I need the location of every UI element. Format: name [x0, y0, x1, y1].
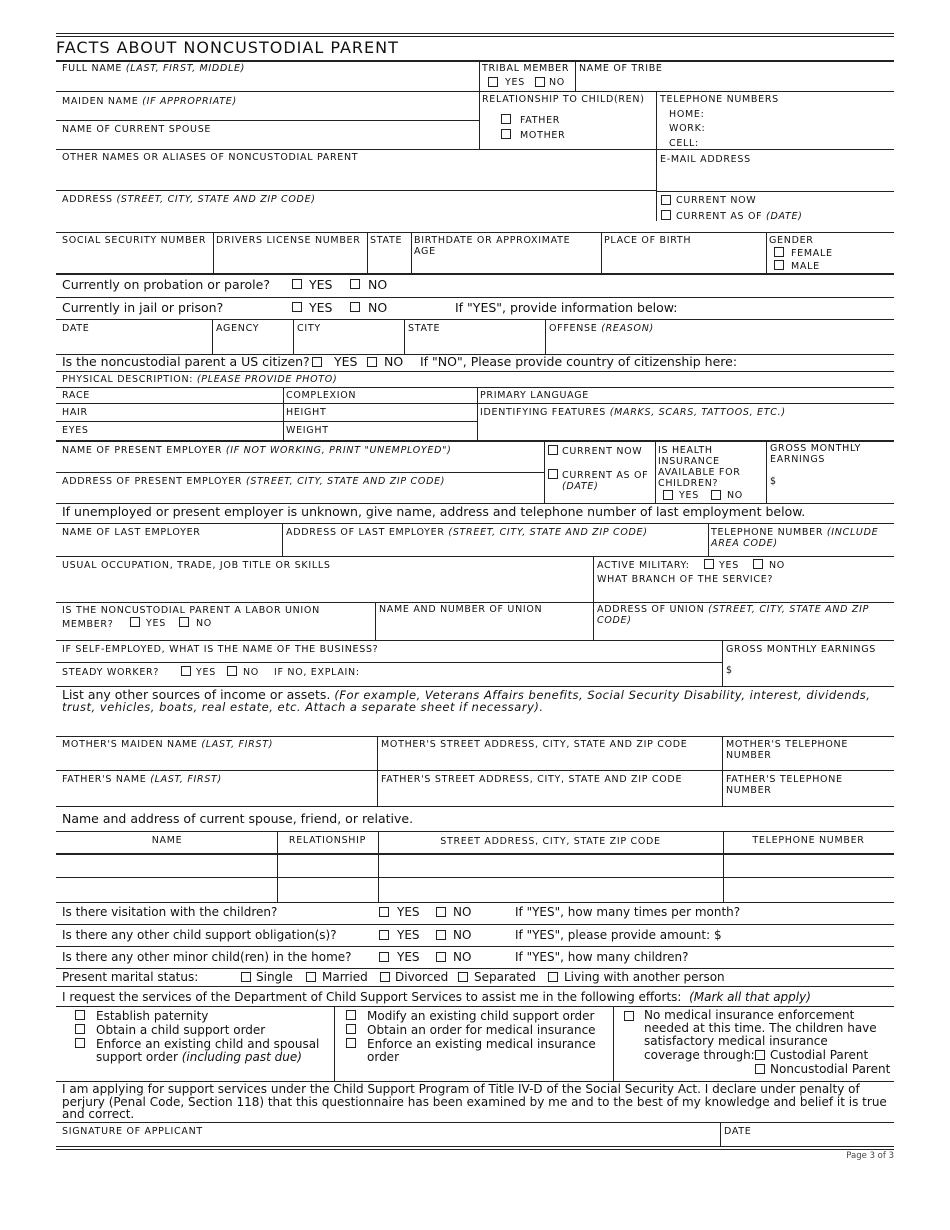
female-checkbox[interactable]: [774, 247, 784, 257]
custodial-parent-checkbox[interactable]: [755, 1050, 765, 1060]
no-medical-label-2: needed at this time. The children have: [644, 1021, 877, 1035]
enforce-existing-checkbox[interactable]: [75, 1038, 85, 1048]
divider: [722, 640, 723, 686]
divider: [377, 736, 378, 806]
bottom-rule-2: [56, 1149, 894, 1150]
no-medical-label-3: satisfactory medical insurance: [644, 1034, 828, 1048]
minor-no-label: NO: [453, 950, 472, 964]
employer-current-now-checkbox[interactable]: [548, 445, 558, 455]
name-of-tribe-field[interactable]: NAME OF TRIBE: [579, 63, 663, 74]
dl-state-field[interactable]: STATE: [370, 235, 403, 246]
union-no-checkbox[interactable]: [179, 617, 189, 627]
divider: [375, 602, 376, 640]
living-with-another-checkbox[interactable]: [548, 972, 558, 982]
row-rule: [56, 877, 894, 878]
row-rule: [56, 319, 894, 320]
row-rule: [56, 297, 894, 298]
current-as-of-label: CURRENT AS OF (DATE): [676, 211, 803, 222]
enforce-medical-label-2: order: [367, 1050, 399, 1064]
health-yes-label: YES: [679, 490, 699, 501]
row-rule: [56, 1006, 894, 1007]
last-employer-field[interactable]: NAME OF LAST EMPLOYER: [62, 527, 201, 538]
visitation-followup-field[interactable]: If "YES", how many times per month?: [515, 905, 741, 919]
divider: [479, 61, 480, 150]
male-label: MALE: [791, 261, 820, 272]
divider: [283, 387, 284, 440]
contact-row-2[interactable]: [56, 879, 894, 901]
divider: [477, 387, 478, 440]
contacts-heading: Name and address of current spouse, friend, or relative.: [62, 811, 414, 826]
row-rule: [56, 640, 894, 641]
divider: [404, 319, 405, 354]
obtain-medical-checkbox[interactable]: [346, 1024, 356, 1034]
offense-field[interactable]: OFFENSE (REASON): [549, 323, 654, 334]
title-rule: [56, 60, 894, 62]
modify-order-checkbox[interactable]: [346, 1010, 356, 1020]
tribal-member-label: TRIBAL MEMBER: [482, 63, 570, 74]
address-current-now-checkbox[interactable]: [661, 195, 671, 205]
divider: [766, 440, 767, 503]
minor-no-checkbox[interactable]: [436, 952, 446, 962]
mother-label: MOTHER: [520, 130, 566, 141]
top-rule: [56, 33, 894, 34]
row-rule: [56, 770, 894, 771]
union-address-field[interactable]: ADDRESS OF UNION (STREET, CITY, STATE AND ZIP CODE): [597, 604, 870, 626]
divider: [334, 1006, 335, 1081]
no-medical-label-4: coverage through:: [644, 1048, 755, 1062]
visitation-yes-checkbox[interactable]: [379, 907, 389, 917]
father-address-field[interactable]: FATHER'S STREET ADDRESS, CITY, STATE AND ZIP CODE: [381, 774, 683, 785]
physical-description-heading: PHYSICAL DESCRIPTION: (PLEASE PROVIDE PHOTO): [62, 374, 338, 385]
health-yes-checkbox[interactable]: [663, 490, 673, 500]
services-request-text: I request the services of the Department of Child Support Services to assist me in the following efforts: (Mark all that apply): [62, 990, 811, 1004]
no-medical-checkbox[interactable]: [624, 1011, 634, 1021]
telephone-numbers-label: TELEPHONE NUMBERS: [660, 94, 779, 105]
union-yes-checkbox[interactable]: [130, 617, 140, 627]
probation-no-checkbox[interactable]: [350, 279, 360, 289]
union-no-label: NO: [196, 618, 212, 629]
establish-paternity-checkbox[interactable]: [75, 1010, 85, 1020]
gender-label: GENDER: [769, 235, 814, 246]
union-name-field[interactable]: NAME AND NUMBER OF UNION: [379, 604, 543, 615]
jail-date-field[interactable]: DATE: [62, 323, 90, 334]
occupation-field[interactable]: USUAL OCCUPATION, TRADE, JOB TITLE OR SKILLS: [62, 560, 331, 571]
divider: [545, 319, 546, 354]
complexion-field[interactable]: COMPLEXION: [286, 390, 357, 401]
row-rule: [56, 421, 477, 422]
citizen-no-label: NO: [384, 354, 404, 369]
signature-field[interactable]: SIGNATURE OF APPLICANT: [62, 1126, 203, 1137]
cell-phone-field[interactable]: CELL:: [669, 138, 699, 149]
row-rule: [56, 232, 894, 233]
employer-address-field[interactable]: ADDRESS OF PRESENT EMPLOYER (STREET, CITY, STATE AND ZIP CODE): [62, 476, 446, 487]
current-spouse-field[interactable]: NAME OF CURRENT SPOUSE: [62, 124, 212, 135]
hair-field[interactable]: HAIR: [62, 407, 88, 418]
probation-yes-label: YES: [309, 277, 333, 292]
custodial-parent-label: Custodial Parent: [770, 1048, 869, 1062]
probation-question: Currently on probation or parole?: [62, 277, 270, 292]
support-yes-label: YES: [397, 928, 420, 942]
primary-language-field[interactable]: PRIMARY LANGUAGE: [480, 390, 589, 401]
relationship-label: RELATIONSHIP TO CHILD(REN): [482, 94, 645, 105]
enforce-medical-checkbox[interactable]: [346, 1038, 356, 1048]
divider: [708, 523, 709, 556]
mother-phone-field[interactable]: MOTHER'S TELEPHONE NUMBER: [726, 739, 849, 761]
home-phone-field[interactable]: HOME:: [669, 109, 705, 120]
eyes-field[interactable]: EYES: [62, 425, 89, 436]
steady-worker-label: STEADY WORKER?: [62, 667, 160, 678]
ssn-field[interactable]: SOCIAL SECURITY NUMBER: [62, 235, 207, 246]
self-gross-dollar-sign: $: [726, 665, 733, 676]
divider: [367, 232, 368, 273]
jail-yes-checkbox[interactable]: [292, 302, 302, 312]
support-no-label: NO: [453, 928, 472, 942]
support-amount-field[interactable]: If "YES", please provide amount: $: [515, 928, 722, 942]
jail-yes-label: YES: [309, 300, 333, 315]
divider: [601, 232, 602, 273]
military-branch-field[interactable]: WHAT BRANCH OF THE SERVICE?: [597, 574, 774, 585]
health-no-label: NO: [727, 490, 743, 501]
page-number: Page 3 of 3: [846, 1151, 894, 1161]
jail-agency-field[interactable]: AGENCY: [216, 323, 260, 334]
row-rule: [56, 946, 894, 947]
citizen-yes-checkbox[interactable]: [312, 357, 322, 367]
mother-checkbox[interactable]: [501, 129, 511, 139]
married-checkbox[interactable]: [306, 972, 316, 982]
divider: [766, 232, 767, 273]
row-rule: [56, 662, 722, 663]
no-medical-label: No medical insurance enforcement: [644, 1008, 855, 1022]
divider: [575, 61, 576, 91]
divorced-checkbox[interactable]: [380, 972, 390, 982]
jail-state-field[interactable]: STATE: [408, 323, 441, 334]
divider: [282, 523, 283, 556]
row-rule: [56, 602, 894, 603]
modify-order-label: Modify an existing child support order: [367, 1009, 595, 1023]
row-rule: [56, 403, 894, 404]
maiden-name-field[interactable]: MAIDEN NAME (IF APPROPRIATE): [62, 96, 237, 107]
separated-checkbox[interactable]: [458, 972, 468, 982]
present-employer-field[interactable]: NAME OF PRESENT EMPLOYER (IF NOT WORKING, PRINT "UNEMPLOYED"): [62, 445, 452, 456]
mother-address-field[interactable]: MOTHER'S STREET ADDRESS, CITY, STATE AND ZIP CODE: [381, 739, 688, 750]
contacts-col-relationship: RELATIONSHIP: [288, 835, 367, 846]
current-now-label: CURRENT NOW: [676, 195, 757, 206]
establish-paternity-label: Establish paternity: [96, 1009, 209, 1023]
mother-name-field[interactable]: MOTHER'S MAIDEN NAME (LAST, FIRST): [62, 739, 274, 750]
military-yes-label: YES: [719, 560, 739, 571]
probation-no-label: NO: [368, 277, 388, 292]
military-yes-checkbox[interactable]: [704, 559, 714, 569]
email-field[interactable]: E-MAIL ADDRESS: [660, 154, 751, 165]
employer-current-now-label: CURRENT NOW: [562, 446, 643, 457]
jail-question: Currently in jail or prison?: [62, 300, 224, 315]
steady-no-label: NO: [243, 667, 259, 678]
unknown-employer-note: If unemployed or present employer is unknown, give name, address and telephone number of last employment below.: [62, 504, 806, 519]
visitation-question: Is there visitation with the children?: [62, 905, 278, 919]
contact-row-1[interactable]: [56, 855, 894, 877]
row-rule: [56, 472, 544, 473]
row-rule: [56, 924, 894, 925]
address-field[interactable]: ADDRESS (STREET, CITY, STATE AND ZIP CODE): [62, 194, 316, 205]
row-rule: [56, 831, 894, 832]
health-no-checkbox[interactable]: [711, 490, 721, 500]
bottom-rule: [56, 1146, 894, 1147]
work-phone-field[interactable]: WORK:: [669, 123, 706, 134]
divider: [411, 232, 412, 273]
signature-date-field[interactable]: DATE: [724, 1126, 752, 1137]
row-rule: [56, 902, 894, 903]
support-yes-checkbox[interactable]: [379, 930, 389, 940]
row-rule: [56, 120, 479, 121]
declaration-text: I am applying for support services under the Child Support Program of Title IV-D of the Social Security Act. I declare under penalty of perjury (Penal Code, Section 118) that this questionnaire has been examined by me and to the best of my knowledge and belief it is true and correct.: [62, 1082, 887, 1121]
divider: [293, 319, 294, 354]
identifying-features-field[interactable]: IDENTIFYING FEATURES (MARKS, SCARS, TATTOOS, ETC.): [480, 407, 786, 418]
weight-field[interactable]: WEIGHT: [286, 425, 329, 436]
noncustodial-parent-label: Noncustodial Parent: [770, 1062, 891, 1076]
visitation-no-checkbox[interactable]: [436, 907, 446, 917]
drivers-license-field[interactable]: DRIVERS LICENSE NUMBER: [216, 235, 361, 246]
page-title: FACTS ABOUT NONCUSTODIAL PARENT: [56, 38, 399, 57]
divider: [722, 736, 723, 806]
visitation-yes-label: YES: [397, 905, 420, 919]
row-rule: [56, 523, 894, 524]
minor-children-question: Is there any other minor child(ren) in the home?: [62, 950, 352, 964]
row-rule: [56, 556, 894, 557]
steady-yes-label: YES: [196, 667, 216, 678]
jail-no-label: NO: [368, 300, 388, 315]
other-names-field[interactable]: OTHER NAMES OR ALIASES OF NONCUSTODIAL PARENT: [62, 152, 359, 163]
jail-no-checkbox[interactable]: [350, 302, 360, 312]
divider: [213, 232, 214, 273]
contacts-col-name: NAME: [151, 835, 183, 846]
marital-status-label: Present marital status:: [62, 970, 199, 984]
probation-yes-checkbox[interactable]: [292, 279, 302, 289]
enforce-medical-label: Enforce an existing medical insurance: [367, 1037, 596, 1051]
row-rule: [656, 191, 894, 192]
enforce-existing-label: Enforce an existing child and spousal: [96, 1037, 320, 1051]
divorced-label: Divorced: [395, 970, 449, 984]
last-employer-phone-field[interactable]: TELEPHONE NUMBER (INCLUDE AREA CODE): [711, 527, 879, 549]
father-label: FATHER: [520, 115, 561, 126]
row-rule: [56, 440, 894, 442]
tribal-yes-label: YES: [505, 77, 525, 88]
employer-current-as-of-label: CURRENT AS OF: [562, 470, 649, 481]
row-rule: [56, 273, 894, 275]
contacts-col-address: STREET ADDRESS, CITY, STATE ZIP CODE: [440, 836, 661, 847]
health-insurance-label: IS HEALTH INSURANCE AVAILABLE FOR CHILDREN?: [658, 445, 741, 489]
divider: [212, 319, 213, 354]
single-checkbox[interactable]: [241, 972, 251, 982]
row-rule: [56, 91, 894, 92]
single-label: Single: [256, 970, 293, 984]
self-gross-earnings-field[interactable]: GROSS MONTHLY EARNINGS: [726, 644, 877, 655]
divider: [720, 1122, 721, 1146]
tribal-no-checkbox[interactable]: [535, 77, 545, 87]
full-name-field[interactable]: FULL NAME (LAST, FIRST, MIDDLE): [62, 63, 246, 74]
row-rule: [56, 387, 894, 388]
tribal-yes-checkbox[interactable]: [488, 77, 498, 87]
birthdate-field[interactable]: BIRTHDATE OR APPROXIMATE AGE: [414, 235, 571, 257]
minor-yes-checkbox[interactable]: [379, 952, 389, 962]
row-rule: [56, 968, 894, 969]
employer-date-hint: (DATE): [562, 481, 599, 492]
other-income-text[interactable]: List any other sources of income or assets. (For example, Veterans Affairs benefits, Social Security Disability, interest, dividends, trust, vehicles, boats, real estate, etc. Attach a separate sheet if necessary).: [62, 687, 871, 714]
row-rule: [56, 371, 894, 372]
military-no-checkbox[interactable]: [753, 559, 763, 569]
divider: [593, 556, 594, 602]
father-checkbox[interactable]: [501, 114, 511, 124]
self-employed-field[interactable]: IF SELF-EMPLOYED, WHAT IS THE NAME OF THE BUSINESS?: [62, 644, 379, 655]
divider: [544, 440, 545, 503]
father-name-field[interactable]: FATHER'S NAME (LAST, FIRST): [62, 774, 222, 785]
jail-city-field[interactable]: CITY: [297, 323, 321, 334]
union-yes-label: YES: [146, 618, 166, 629]
contacts-col-phone: TELEPHONE NUMBER: [752, 835, 865, 846]
employer-current-as-of-checkbox[interactable]: [548, 469, 558, 479]
enforce-existing-label-2: support order (including past due): [96, 1050, 302, 1064]
race-field[interactable]: RACE: [62, 390, 90, 401]
citizen-no-checkbox[interactable]: [367, 357, 377, 367]
tribal-no-label: NO: [549, 77, 565, 88]
military-no-label: NO: [769, 560, 785, 571]
row-rule: [56, 806, 894, 807]
divider: [593, 602, 594, 640]
citizen-yes-label: YES: [334, 354, 358, 369]
obtain-order-checkbox[interactable]: [75, 1024, 85, 1034]
divider: [656, 91, 657, 221]
obtain-order-label: Obtain a child support order: [96, 1023, 266, 1037]
steady-yes-checkbox[interactable]: [181, 666, 191, 676]
last-employer-address-field[interactable]: ADDRESS OF LAST EMPLOYER (STREET, CITY, STATE AND ZIP CODE): [286, 527, 648, 538]
height-field[interactable]: HEIGHT: [286, 407, 327, 418]
row-rule: [56, 190, 656, 191]
gross-monthly-earnings-field[interactable]: GROSS MONTHLY EARNINGS: [770, 443, 862, 465]
active-military-label: ACTIVE MILITARY:: [597, 560, 690, 571]
citizenship-country-field[interactable]: If "NO", Please provide country of citizenship here:: [420, 354, 738, 369]
married-label: Married: [322, 970, 368, 984]
citizen-question: Is the noncustodial parent a US citizen?: [62, 354, 310, 369]
top-rule-2: [56, 36, 894, 37]
noncustodial-parent-checkbox[interactable]: [755, 1064, 765, 1074]
row-rule: [56, 1122, 894, 1123]
place-of-birth-field[interactable]: PLACE OF BIRTH: [604, 235, 692, 246]
divider: [613, 1006, 614, 1081]
row-rule: [56, 149, 894, 150]
father-phone-field[interactable]: FATHER'S TELEPHONE NUMBER: [726, 774, 843, 796]
steady-explain-field[interactable]: IF NO, EXPLAIN:: [274, 667, 360, 678]
visitation-no-label: NO: [453, 905, 472, 919]
union-member-label: IS THE NONCUSTODIAL PARENT A LABOR UNION MEMBER?: [62, 605, 320, 630]
support-no-checkbox[interactable]: [436, 930, 446, 940]
support-question: Is there any other child support obligation(s)?: [62, 928, 337, 942]
jail-followup-text: If "YES", provide information below:: [455, 300, 678, 315]
steady-no-checkbox[interactable]: [227, 666, 237, 676]
minor-yes-label: YES: [397, 950, 420, 964]
row-rule: [56, 736, 894, 737]
minor-count-field[interactable]: If "YES", how many children?: [515, 950, 689, 964]
address-current-as-of-checkbox[interactable]: [661, 210, 671, 220]
obtain-medical-label: Obtain an order for medical insurance: [367, 1023, 596, 1037]
male-checkbox[interactable]: [774, 260, 784, 270]
female-label: FEMALE: [791, 248, 833, 259]
divider: [655, 440, 656, 503]
separated-label: Separated: [474, 970, 536, 984]
living-with-another-label: Living with another person: [564, 970, 725, 984]
gross-dollar-sign: $: [770, 476, 777, 487]
row-rule: [56, 986, 894, 987]
